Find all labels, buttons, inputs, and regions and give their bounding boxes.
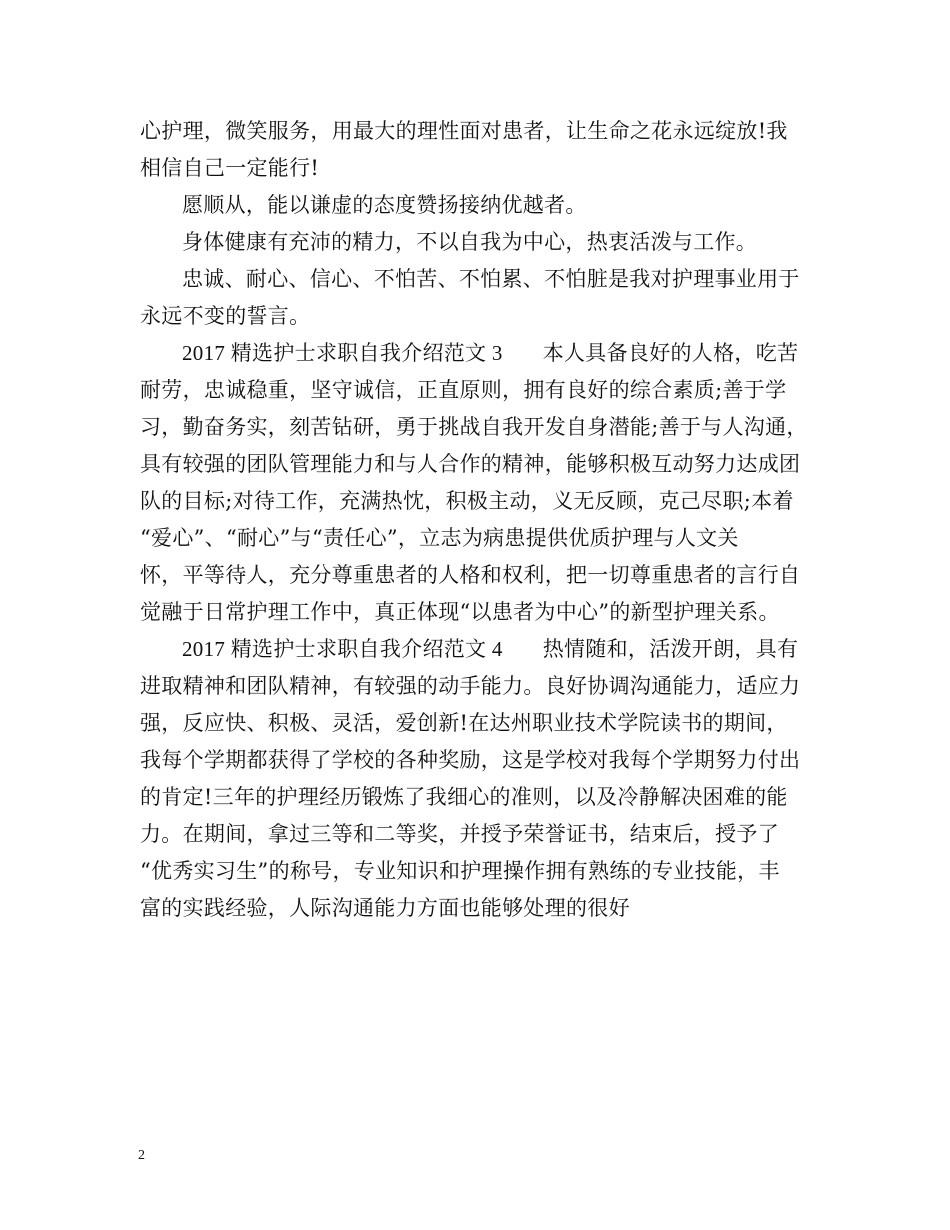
text-run: 本人具备良好的人格，吃苦: [542, 341, 799, 365]
text-line: “爱心”、“耐心”与“责任心”，立志为病患提供优质护理与人文关: [140, 526, 739, 550]
text-line: 进取精神和团队精神，有较强的动手能力。良好协调沟通能力，适应力: [140, 674, 801, 698]
text-line: 身体健康有充沛的精力，不以自我为中心，热衷活泼与工作。: [182, 230, 758, 254]
section-heading-line: [140, 631, 812, 668]
section-heading: 2017 精选护士求职自我介绍范文 4: [182, 637, 503, 661]
text-line: 愿顺从，能以谦虚的态度赞扬接纳优越者。: [182, 193, 587, 217]
page-number: 2: [138, 1148, 145, 1163]
text-line: 力。在期间，拿过三等和二等奖，并授予荣誉证书，结束后，授予了: [140, 822, 779, 846]
text-line: 富的实践经验，人际沟通能力方面也能够处理的很好: [140, 896, 630, 920]
text-line: 强，反应快、积极、灵活，爱创新!在达州职业技术学院读书的期间，: [140, 711, 788, 735]
text-line: 永远不变的誓言。: [140, 304, 311, 328]
text-line: 忠诚、耐心、信心、不怕苦、不怕累、不怕脏是我对护理事业用于: [182, 267, 800, 291]
text-run: 热情随和，活泼开朗，具有: [542, 637, 799, 661]
text-line: 怀，平等待人，充分尊重患者的人格和权利，把一切尊重患者的言行自: [140, 563, 801, 587]
text-line: 具有较强的团队管理能力和与人合作的精神，能够积极互动努力达成团: [140, 452, 801, 476]
text-line: 习，勤奋务实，刻苦钻研，勇于挑战自我开发自身潜能;善于与人沟通，: [140, 415, 808, 439]
section-heading: 2017 精选护士求职自我介绍范文 3: [182, 341, 503, 365]
text-line: 相信自己一定能行!: [140, 156, 320, 180]
text-line: 我每个学期都获得了学校的各种奖励，这是学校对我每个学期努力付出: [140, 748, 801, 772]
text-line: 队的目标;对待工作，充满热忱，积极主动，义无反顾，克己尽职;本着: [140, 489, 794, 513]
document-body: [140, 113, 812, 927]
text-line: 的肯定!三年的护理经历锻炼了我细心的准则，以及冷静解决困难的能: [140, 785, 788, 809]
text-line: 心护理，微笑服务，用最大的理性面对患者，让生命之花永远绽放!我: [140, 119, 788, 143]
text-line: “优秀实习生”的称号，专业知识和护理操作拥有熟练的专业技能，丰: [140, 859, 780, 883]
text-line: 觉融于日常护理工作中，真正体现“以患者为中心”的新型护理关系。: [140, 600, 780, 624]
section-heading-line: [140, 335, 812, 372]
text-line: 耐劳，忠诚稳重，坚守诚信，正直原则，拥有良好的综合素质;善于学: [140, 378, 787, 402]
